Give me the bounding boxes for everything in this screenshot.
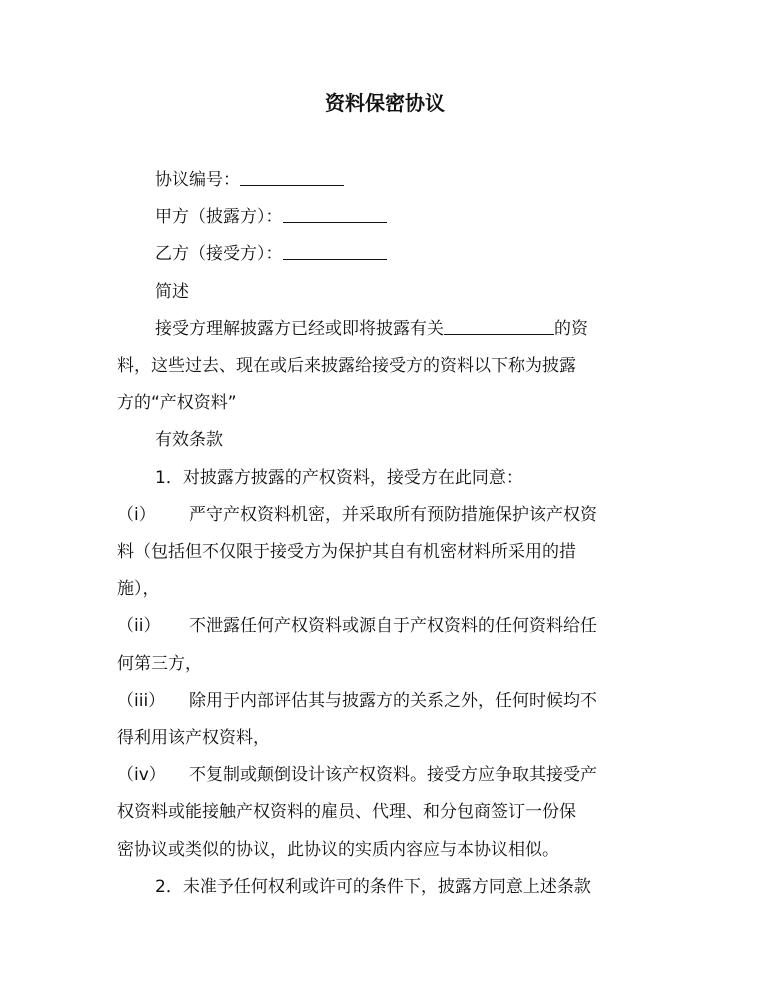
party-b-label: 乙方（接受方）： bbox=[155, 244, 283, 265]
clause-2-line-1: 2．未准予任何权利或许可的条件下，披露方同意上述条款 bbox=[155, 876, 591, 897]
clause-1-item-ii bbox=[117, 608, 662, 645]
clause-1-item-iv bbox=[117, 757, 662, 794]
subject-blank bbox=[444, 314, 554, 335]
item-text: 不复制或颠倒设计该产权资料。接受方应争取其接受产 bbox=[189, 765, 597, 786]
summary-text: 的资 bbox=[554, 318, 588, 339]
item-continuation: 施）， bbox=[117, 579, 160, 600]
summary-line-2: 料，这些过去、现在或后来披露给接受方的资料以下称为披露 bbox=[117, 356, 576, 377]
summary-heading: 简述 bbox=[155, 281, 189, 302]
document-title: 资料保密协议 bbox=[325, 91, 445, 115]
item-label: （ii） bbox=[117, 616, 161, 637]
item-continuation: 何第三方， bbox=[117, 653, 202, 674]
item-text: 除用于内部评估其与披露方的关系之外，任何时候均不 bbox=[189, 690, 597, 711]
summary-line-3: 方的“产权资料” bbox=[117, 393, 237, 414]
party-b-line bbox=[117, 236, 662, 273]
clause-1-item-i bbox=[117, 497, 662, 534]
party-b-blank bbox=[283, 239, 387, 260]
agreement-number-line bbox=[117, 162, 662, 199]
item-continuation: 料（包括但不仅限于接受方为保护其自有机密材料所采用的措 bbox=[117, 542, 576, 563]
party-a-blank bbox=[283, 202, 387, 223]
party-a-line bbox=[117, 199, 662, 236]
summary-text: 接受方理解披露方已经或即将披露有关 bbox=[155, 318, 444, 339]
document-body bbox=[117, 162, 662, 906]
item-label: （iv） bbox=[117, 765, 166, 786]
agreement-number-label: 协议编号： bbox=[155, 170, 240, 190]
item-label: （iii） bbox=[117, 690, 166, 711]
item-text: 严守产权资料机密，并采取所有预防措施保护该产权资 bbox=[189, 504, 597, 525]
item-continuation: 权资料或能接触产权资料的雇员、代理、和分包商签订一份保 bbox=[117, 802, 576, 823]
item-label: （i） bbox=[117, 504, 156, 525]
item-continuation: 密协议或类似的协议，此协议的实质内容应与本协议相似。 bbox=[117, 839, 559, 860]
valid-terms-heading: 有效条款 bbox=[155, 430, 223, 451]
clause-1-intro: 1．对披露方披露的产权资料，接受方在此同意： bbox=[155, 467, 523, 488]
item-continuation: 得利用该产权资料， bbox=[117, 728, 270, 749]
summary-line-1 bbox=[117, 311, 662, 348]
party-a-label: 甲方（披露方）： bbox=[155, 207, 283, 228]
agreement-number-blank bbox=[240, 165, 344, 186]
clause-1-item-iii bbox=[117, 683, 662, 720]
item-text: 不泄露任何产权资料或源自于产权资料的任何资料给任 bbox=[189, 616, 597, 637]
